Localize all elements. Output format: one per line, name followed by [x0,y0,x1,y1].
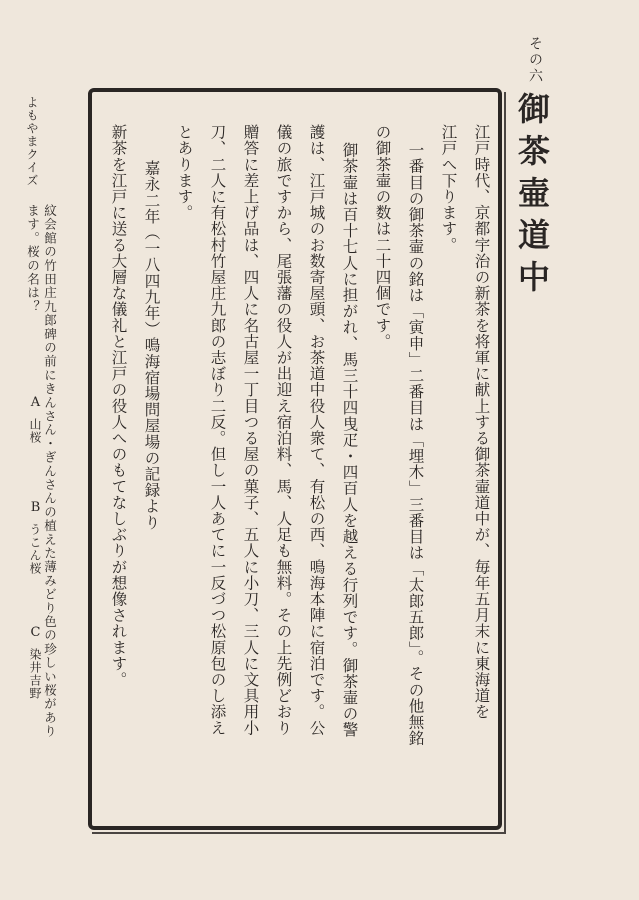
quiz-heading: よもやまクイズ [25,96,39,187]
quiz-option-b-name: うこん桜 [28,523,42,575]
body-line-5: 御茶壷は百十七人に担がれ、馬三十四曳疋・四百人を越える行列です。御茶壷の警 [340,142,359,738]
body-line-1: 江戸時代、京都宇治の新茶を将軍に献上する御茶壷道中が、毎年五月末に東海道を [472,124,491,720]
body-line-6: 護は、江戸城のお数寄屋頭、お茶道中役人衆て、有松の西、鳴海本陣に宿泊です。公 [307,124,326,736]
series-label: その六 [527,36,543,84]
body-line-9: 刀、二人に有松村竹屋庄九郎の志ぼり二反。但し一人あてに一反づつ松原包のし添え [208,124,227,736]
body-line-10: とあります。 [175,124,194,221]
body-line-12: 新茶を江戸に送る大層な儀礼と江戸の役人へのもてなしぶりが想像されます。 [109,124,128,688]
body-line-3: 一番目の御茶壷の銘は「寅申」二番目は「埋木」三番目は「太郎五郎」。その他無銘 [406,142,425,747]
quiz-option-c-name: 染井吉野 [28,648,42,700]
body-line-4: の御茶壷の数は二十四個です。 [373,124,392,350]
page-title: 御茶壷道中 [513,92,551,302]
quiz-question-line-1: 紋会館の竹田庄九郎碑の前にきんさん・ぎんさんの植えた薄みどり色の珍しい桜があり [42,204,58,739]
body-line-2: 江戸へ下ります。 [439,124,458,253]
body-line-7: 儀の旅ですから、尾張藩の役人が出迎え宿泊料、馬、人足も無料。その上先例どおり [274,124,293,736]
quiz-option-a-name: 山桜 [28,418,42,444]
quiz-option-b-letter: B [28,500,43,515]
body-line-11: 嘉永二年（一八四九年）鳴海宿場問屋場の記録より [142,160,161,531]
quiz-option-c-letter: C [28,625,43,640]
quiz-question-line-2: ます。桜の名は？ [25,204,41,314]
quiz-option-a-letter: A [28,395,43,410]
body-line-8: 贈答に差上げ品は、四人に名古屋一丁目つる屋の菓子、五人に小刀、三人に文具用小 [241,124,260,736]
